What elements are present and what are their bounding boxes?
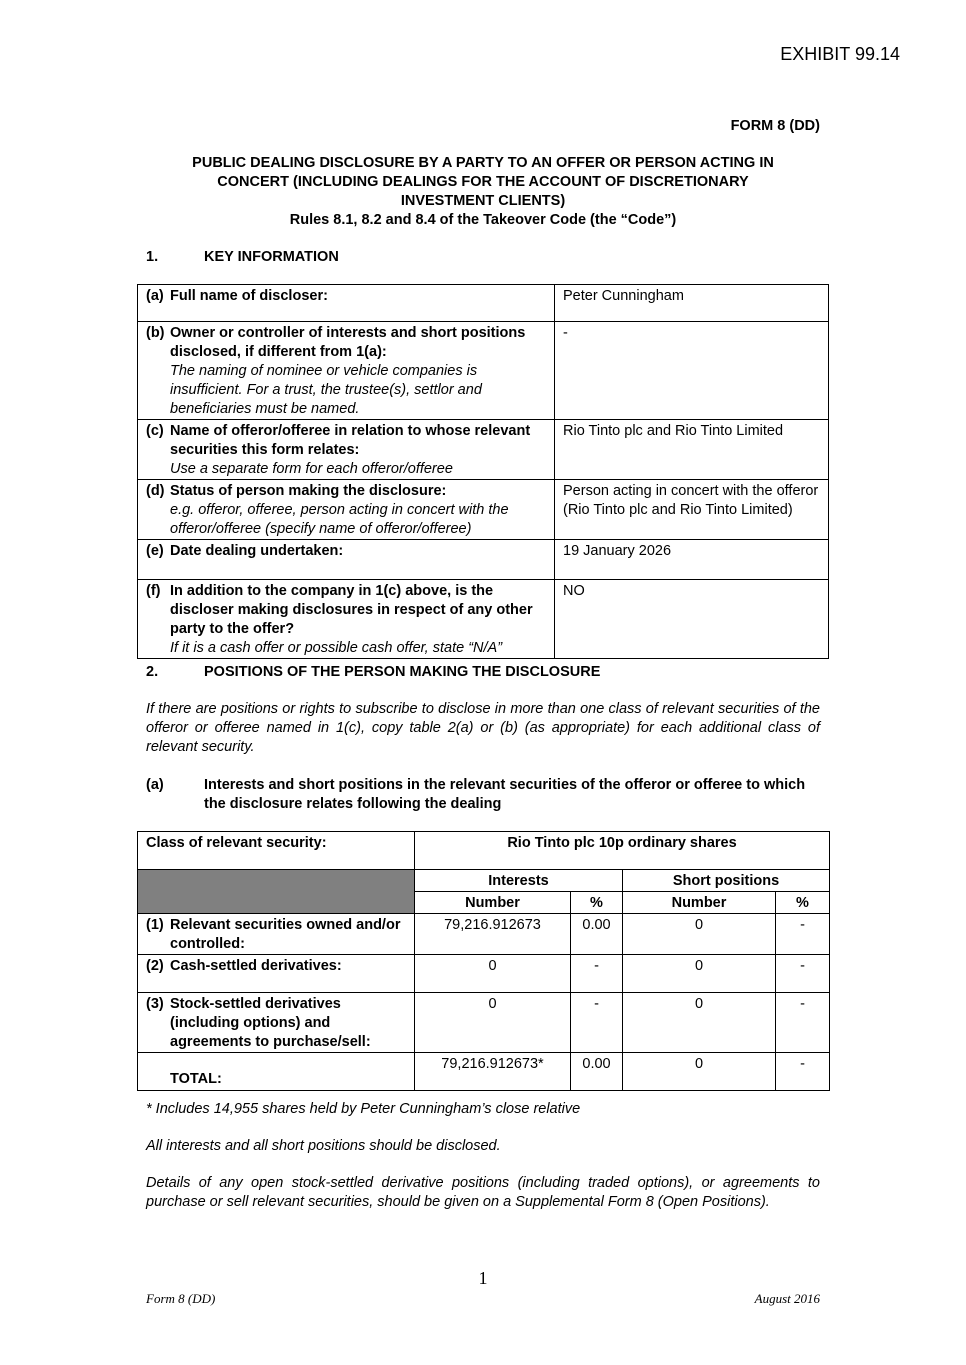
row-2-short-number: 0 [623, 955, 776, 993]
section-2-heading [146, 664, 600, 680]
subsection-a-tag: (a) [146, 777, 164, 793]
key-information-table [137, 284, 829, 659]
row-2-interest-percent: - [571, 955, 623, 993]
document-heading [146, 154, 820, 230]
supplemental-note: Details of any open stock-settled derivative positions (including traded options), or agreements to purchase or sell relevant securities, should be given on a Supplemental Form 8 (Open Positions). [146, 1175, 820, 1210]
key-label-f: (f) In addition to the company in 1(c) above, is the discloser making disclosures in respect of any other party to the offer? If it is a cash offer or possible cash offer, state “N/A” [138, 580, 555, 659]
section-2-title: POSITIONS OF THE PERSON MAKING THE DISCLOSURE [204, 664, 601, 680]
row-1-label: (1) Relevant securities owned and/or controlled: [138, 914, 415, 955]
grey-header-cell [138, 870, 415, 914]
key-value-b: - [555, 322, 829, 420]
footnote: * Includes 14,955 shares held by Peter Cunningham’s close relative [146, 1101, 581, 1117]
subsection-a-heading [146, 776, 820, 814]
row-1-interest-percent: 0.00 [571, 914, 623, 955]
key-label-e: (e) Date dealing undertaken: [138, 540, 555, 580]
row-2-interest-number: 0 [415, 955, 571, 993]
short-percent-header: % [776, 892, 830, 914]
total-interest-number: 79,216.912673* [415, 1053, 571, 1091]
footer-left: Form 8 (DD) [146, 1291, 216, 1306]
table-row [138, 285, 829, 322]
table-row [138, 832, 830, 870]
row-3-short-percent: - [776, 993, 830, 1053]
key-label-c: (c) Name of offeror/offeree in relation to whose relevant securities this form relates: Use a separate form for each offeror/offeree [138, 420, 555, 480]
table-row [138, 580, 829, 659]
table-row [138, 1053, 830, 1091]
row-1-interest-number: 79,216.912673 [415, 914, 571, 955]
total-interest-percent: 0.00 [571, 1053, 623, 1091]
exhibit-label: EXHIBIT 99.14 [780, 44, 900, 64]
total-short-percent: - [776, 1053, 830, 1091]
page-number: 1 [478, 1268, 488, 1288]
table-row [138, 955, 830, 993]
table-row [138, 870, 830, 892]
table-row [138, 540, 829, 580]
table-row [138, 322, 829, 420]
row-2-label: (2) Cash-settled derivatives: [138, 955, 415, 993]
disclosure-note: All interests and all short positions should be disclosed. [146, 1138, 501, 1154]
key-value-a: Peter Cunningham [555, 285, 829, 322]
section-1-title: KEY INFORMATION [204, 249, 339, 265]
class-value: Rio Tinto plc 10p ordinary shares [415, 832, 830, 870]
section-2-number: 2. [146, 664, 159, 680]
interests-number-header: Number [415, 892, 571, 914]
short-positions-header: Short positions [623, 870, 830, 892]
class-label: Class of relevant security: [138, 832, 415, 870]
heading-line-1: PUBLIC DEALING DISCLOSURE BY A PARTY TO AN OFFER OR PERSON ACTING IN [192, 155, 774, 171]
key-label-d: (d) Status of person making the disclosure: e.g. offeror, offeree, person acting in concert with the offeror/offeree (specify name of offeror/offeree) [138, 480, 555, 540]
row-3-interest-number: 0 [415, 993, 571, 1053]
footer-right: August 2016 [754, 1291, 820, 1306]
key-value-c: Rio Tinto plc and Rio Tinto Limited [555, 420, 829, 480]
form-title: FORM 8 (DD) [730, 118, 820, 134]
key-label-a: (a) Full name of discloser: [138, 285, 555, 322]
key-value-f: NO [555, 580, 829, 659]
section-1-number: 1. [146, 249, 159, 265]
subsection-a-title: Interests and short positions in the relevant securities of the offeror or offeree to which the disclosure relates following the dealing [204, 777, 806, 812]
key-label-b: (b) Owner or controller of interests and short positions disclosed, if different from 1(a): The naming of nominee or vehicle companies is insufficient. For a trust, the trustee(s), settlor and beneficiaries must be named. [138, 322, 555, 420]
row-3-short-number: 0 [623, 993, 776, 1053]
row-3-interest-percent: - [571, 993, 623, 1053]
heading-line-4: Rules 8.1, 8.2 and 8.4 of the Takeover Code (the “Code”) [289, 212, 677, 228]
table-row [138, 480, 829, 540]
heading-line-3: INVESTMENT CLIENTS) [400, 193, 566, 209]
total-short-number: 0 [623, 1053, 776, 1091]
short-number-header: Number [623, 892, 776, 914]
row-2-short-percent: - [776, 955, 830, 993]
key-value-e: 19 January 2026 [555, 540, 829, 580]
table-row [138, 993, 830, 1053]
interests-percent-header: % [571, 892, 623, 914]
table-row [138, 420, 829, 480]
section-2-intro: If there are positions or rights to subscribe to disclose in more than one class of relevant securities of the offeror or offeree named in 1(c), copy table 2(a) or (b) (as appropriate) for each additional class of relevant security. [146, 701, 820, 755]
row-1-short-percent: - [776, 914, 830, 955]
section-1-heading [146, 249, 339, 265]
positions-table [137, 831, 830, 1091]
interests-header: Interests [415, 870, 623, 892]
row-3-label: (3) Stock-settled derivatives (including options) and agreements to purchase/sell: [138, 993, 415, 1053]
total-label: TOTAL: [138, 1053, 415, 1091]
key-value-d: Person acting in concert with the offeror (Rio Tinto plc and Rio Tinto Limited) [555, 480, 829, 540]
heading-line-2: CONCERT (INCLUDING DEALINGS FOR THE ACCOUNT OF DISCRETIONARY [217, 174, 749, 190]
table-row [138, 914, 830, 955]
row-1-short-number: 0 [623, 914, 776, 955]
